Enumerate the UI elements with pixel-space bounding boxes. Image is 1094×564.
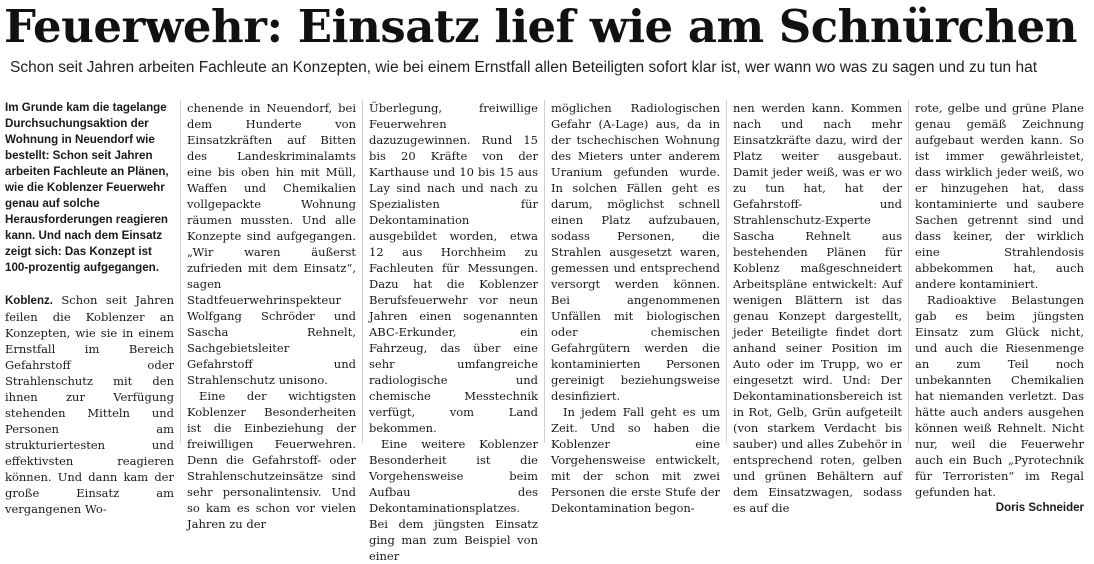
body-paragraph: chenende in Neuendorf, bei dem Hunderte von Einsatzkräften auf Bitten des Landeskriminalamts eine bis oben hin mit Müll, Waffen und Chemikalien vollgepackte Wohnung räumen mussten. Und alle Konzepte sind aufgegangen. „Wir waren äußerst zufrieden mit dem Einsatz“, sagen Stadtfeuerwehrinspekteur Wolfgang Schröder und Sascha Rehnelt, Sachgebietsleiter Gefahrstoff und Strahlenschutz unisono. [187, 101, 356, 387]
article-columns [5, 100, 1090, 563]
column-1 [5, 100, 180, 516]
headline: Feuerwehr: Einsatz lief wie am Schnürchen [4, 0, 1077, 53]
body-paragraph: möglichen Radiologischen Gefahr (A-Lage) aus, da in der tschechischen Wohnung des Mieters unter anderem Uranium gefunden wurde. In solchen Fällen geht es darum, möglichst schnell einen Platz aufzubauen, sodass Personen, die Strahlen ausgesetzt waren, gemessen und entsprechend versorgt werden können. Bei angenommenen Unfällen mit biologischen oder chemischen Gefahrgütern werden die kontaminierten Personen gereinigt beziehungsweise desinfiziert. [551, 101, 720, 403]
body-paragraph [915, 292, 1084, 514]
column-6 [908, 100, 1090, 514]
author-byline: Doris Schneider [995, 502, 1084, 514]
subheadline: Schon seit Jahren arbeiten Fachleute an Konzepten, wie bei einem Ernstfall allen Beteiligten sofort klar ist, wer wann wo was zu sagen und zu tun hat [10, 59, 1038, 76]
body-paragraph: Eine der wichtigsten Koblenzer Besonderheiten ist die Einbeziehung der freiwilligen Feuerwehren. Denn die Gefahrstoff- oder Strahlenschutzeinsätze sind sehr personalintensiv. Und so kam es schon vor vielen Jahren zu der [187, 389, 356, 531]
column-5 [726, 100, 908, 515]
body-paragraph: In jedem Fall geht es um Zeit. Und so haben die Koblenzer eine Vorgehensweise entwickelt, mit der schon mit zwei Personen die erste Stufe der Dekontamination begon- [551, 405, 720, 515]
column-4 [544, 100, 726, 515]
lead-paragraph: Im Grunde kam die tagelange Durchsuchungsaktion der Wohnung in Neuendorf wie bestellt: Schon seit Jahren arbeiten Fachleute an Plänen, wie die Koblenzer Feuerwehr genau auf solche Herausforderungen reagieren kann. Und nach dem Einsatz zeigt sich: Das Konzept ist 100-prozentig aufgegangen. [5, 101, 169, 274]
body-text: Schon seit Jahren feilen die Koblenzer an Konzepten, wie sie in einem Ernstfall im Bereich Gefahrstoff oder Strahlenschutz mit den ihnen zur Verfügung stehenden Mitteln und Personen am strukturiertesten und effektivsten reagieren können. Und dann kam der große Einsatz am vergangenen Wo- [5, 293, 174, 516]
body-text: Radioaktive Belastungen gab es beim jüngsten Einsatz zum Glück nicht, und auch die Riesenmenge an zum Teil noch unbekannten Chemikalien hat niemanden verletzt. Das hätte auch anders ausgehen können weiß Rehnelt. Nicht nur, weil die Feuerwehr auch ein Buch „Pyrotechnik für Terroristen“ im Regal gefunden hat. [915, 293, 1084, 499]
body-paragraph: Überlegung, freiwillige Feuerwehren dazuzugewinnen. Rund 15 bis 20 Kräfte von der Karthause und 10 bis 15 aus Lay sind nach und nach zu Spezialisten für Dekontamination ausgebildet worden, etwa 12 aus Horchheim zu Fachleuten für Messungen. Dazu hat die Koblenzer Berufsfeuerwehr vor neun Jahren einen sogenannten ABC-Erkunder, ein Fahrzeug, das über eine sehr umfangreiche radiologische und chemische Messtechnik verfügt, vom Land bekommen. [369, 101, 538, 435]
body-paragraph: Eine weitere Koblenzer Besonderheit ist die Vorgehensweise beim Aufbau des Dekontaminationsplatzes. Bei dem jüngsten Einsatz ging man zum Beispiel von einer [369, 437, 538, 563]
dateline: Koblenz. [5, 295, 53, 307]
body-paragraph: nen werden kann. Kommen nach und nach mehr Einsatzkräfte dazu, wird der Platz weiter ausgebaut. Damit jeder weiß, was er wo zu tun hat, hat der Gefahrstoff- und Strahlenschutz-Experte Sascha Rehnelt aus bestehenden Plänen für Koblenz maßgeschneidert Arbeitspläne entwickelt: Auf wenigen Blättern ist das genau Konzept dargestellt, jeder Beteiligte findet dort anhand seiner Position im Auto oder im Trupp, wo er eingesetzt wird. Und: Der Dekontaminationsbereich ist in Rot, Gelb, Grün aufgeteilt (von starkem Verdacht bis sauber) und alles Zubehör in entsprechend roten, gelben und grünen Behältern auf dem Einsatzwagen, sodass es auf die [733, 101, 902, 515]
body-paragraph [5, 292, 174, 517]
body-paragraph: rote, gelbe und grüne Plane genau gemäß Zeichnung aufgebaut werden kann. So ist immer gewährleistet, dass wirklich jeder weiß, wo er hinzugehen hat, dass kontaminierte und saubere Sachen getrennt sind und dass keiner, der wirklich eine Strahlendosis abbekommen hat, auch andere kontaminiert. [915, 101, 1084, 291]
column-2 [180, 100, 362, 531]
column-3 [362, 100, 544, 563]
